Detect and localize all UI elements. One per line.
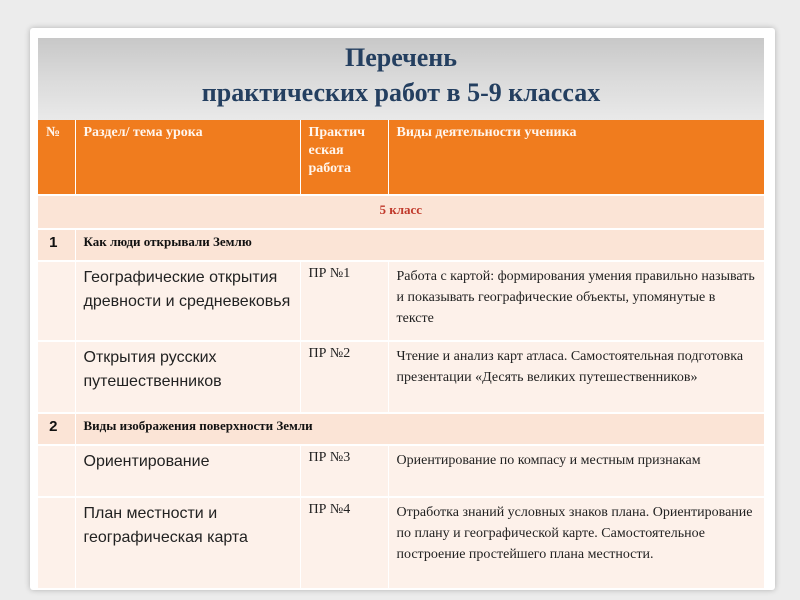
topic-cell: План местности и географическая карта (75, 497, 300, 589)
topic-cell: Географические открытия древности и средневековья (75, 261, 300, 341)
title-line-1: Перечень (344, 43, 458, 72)
table-row (38, 445, 764, 497)
grade-label: 5 класс (38, 195, 764, 229)
table-row (38, 341, 764, 413)
title-line-2: практических работ в 5-9 классах (201, 78, 601, 107)
activity-cell: Работа с картой: формирования умения правильно называть и показывать географические объекты, упомянутые в тексте (388, 261, 764, 341)
header-activity: Виды деятельности ученика (388, 120, 764, 195)
page-title (38, 40, 764, 110)
section-title: Виды изображения поверхности Земли (75, 413, 764, 445)
grade-row (38, 195, 764, 229)
topic-cell: Открытия русских путешественников (75, 341, 300, 413)
header-number: № (38, 120, 75, 195)
section-number: 1 (38, 229, 75, 261)
table-row (38, 497, 764, 589)
activity-cell: Ориентирование по компасу и местным признакам (388, 445, 764, 497)
section-row (38, 229, 764, 261)
topic-cell: Ориентирование (75, 445, 300, 497)
practical-cell: ПР №2 (300, 341, 388, 413)
table-row (38, 261, 764, 341)
header-practical: Практич еская работа (300, 120, 388, 195)
practical-cell: ПР №3 (300, 445, 388, 497)
activity-cell: Отработка знаний условных знаков плана. Ориентирование по плану и географической карте. Самостоятельное построение простейшего плана местности. (388, 497, 764, 589)
practical-cell: ПР №4 (300, 497, 388, 589)
table-header-row (38, 120, 764, 195)
activity-cell: Чтение и анализ карт атласа. Самостоятельная подготовка презентации «Десять великих путешественников» (388, 341, 764, 413)
section-row (38, 413, 764, 445)
section-title: Как люди открывали Землю (75, 229, 764, 261)
practical-works-table (38, 120, 765, 590)
practical-cell: ПР №1 (300, 261, 388, 341)
section-number: 2 (38, 413, 75, 445)
header-topic: Раздел/ тема урока (75, 120, 300, 195)
